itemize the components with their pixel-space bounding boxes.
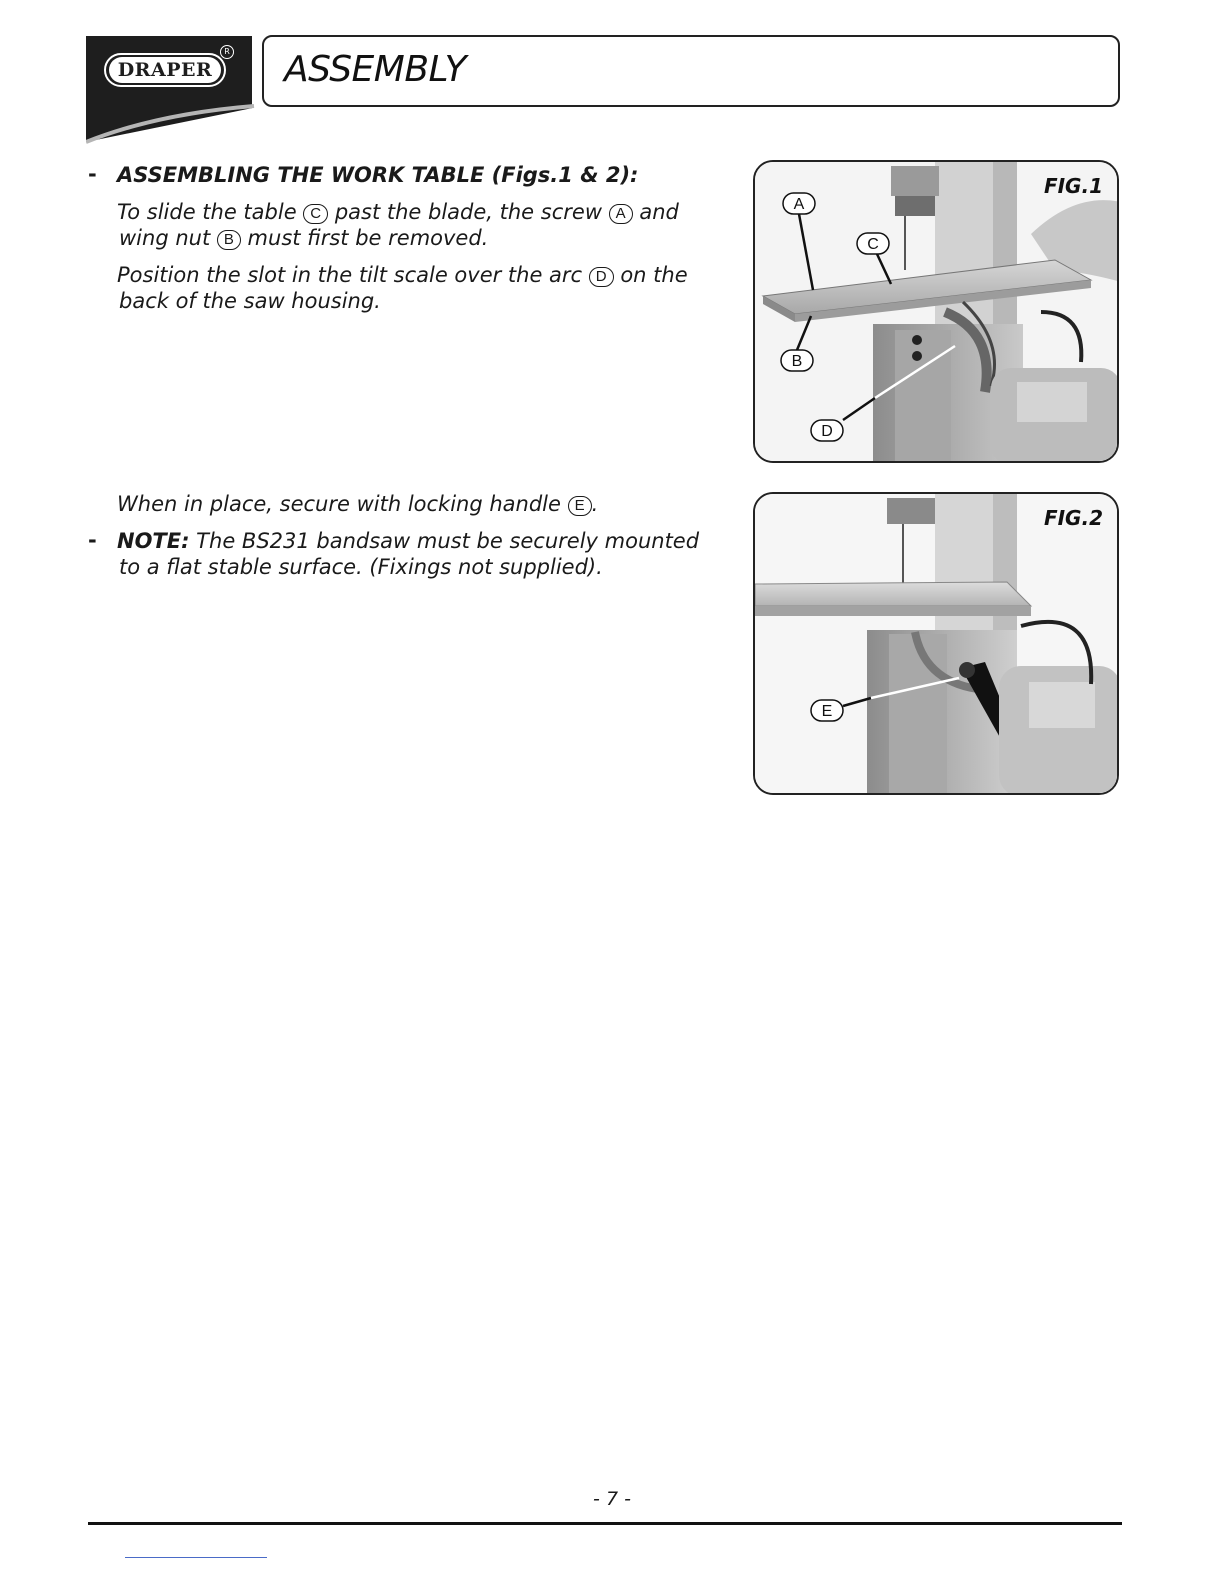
footer-divider — [88, 1522, 1122, 1525]
draper-logo-text: DRAPER — [109, 57, 221, 83]
para1-line1 — [117, 199, 679, 225]
callout-b: B — [217, 230, 241, 250]
para3-line1 — [117, 491, 598, 517]
logo-swoosh — [86, 100, 256, 148]
title-box — [262, 35, 1120, 107]
figure-2 — [753, 492, 1119, 795]
callout-a-label: A — [793, 196, 805, 213]
bullet-dash: - — [88, 162, 97, 186]
page-number: - 7 - — [593, 1488, 631, 1510]
figure-1 — [753, 160, 1119, 463]
text-run: Position the slot in the tilt scale over the arc — [117, 263, 589, 287]
page-title: ASSEMBLY — [284, 49, 467, 90]
para1-line2 — [119, 225, 488, 251]
figure-1-illustration — [755, 162, 1119, 463]
note-line1 — [117, 528, 699, 554]
text-run: must first be removed. — [240, 226, 489, 250]
text-run: . — [591, 492, 599, 516]
registered-mark: R — [220, 45, 234, 59]
footer-link-underline — [125, 1557, 267, 1558]
callout-e: E — [568, 496, 592, 516]
text-run: The BS231 bandsaw must be securely mounted — [189, 529, 700, 553]
bullet-dash: - — [88, 528, 97, 552]
callout-e-label: E — [821, 703, 833, 720]
callout-d: D — [589, 267, 614, 287]
text-run: wing nut — [119, 226, 217, 250]
text-run: and — [632, 200, 679, 224]
note-line2: to a flat stable surface. (Fixings not supplied). — [119, 555, 603, 579]
figure-2-illustration — [755, 494, 1119, 795]
para2-line2: back of the saw housing. — [119, 289, 381, 313]
callout-d-label: D — [821, 423, 833, 440]
callout-c-label: C — [867, 236, 879, 253]
callout-a: A — [609, 204, 633, 224]
callout-c: C — [303, 204, 328, 224]
callout-b-label: B — [791, 353, 803, 370]
draper-logo — [104, 53, 226, 87]
para2-line1 — [117, 262, 688, 288]
figure-1-label: FIG.1 — [1043, 174, 1103, 198]
figure-2-label: FIG.2 — [1043, 506, 1103, 530]
section-heading: ASSEMBLING THE WORK TABLE (Figs.1 & 2): — [117, 163, 639, 187]
text-run: past the blade, the screw — [328, 200, 609, 224]
text-run: on the — [613, 263, 688, 287]
note-label: NOTE: — [117, 529, 190, 553]
text-run: To slide the table — [117, 200, 304, 224]
text-run: When in place, secure with locking handle — [117, 492, 568, 516]
